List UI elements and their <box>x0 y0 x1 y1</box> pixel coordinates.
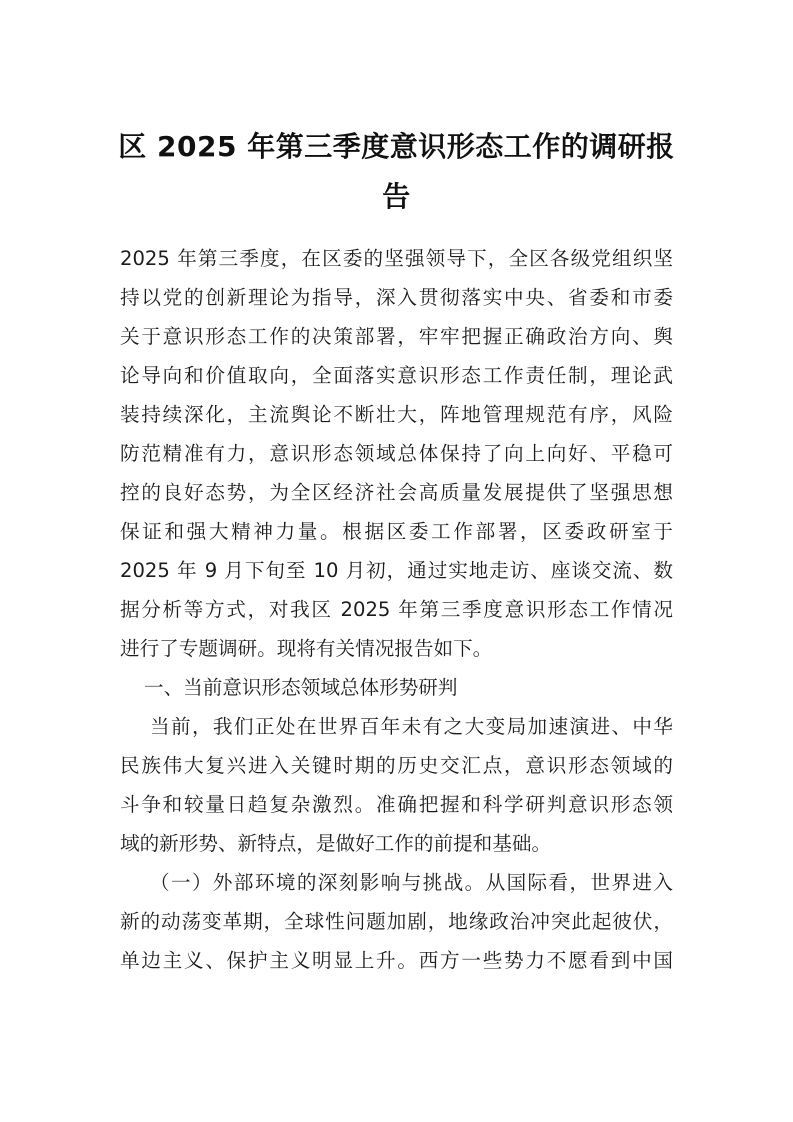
section-heading: 一、当前意识形态领域总体形势研判 <box>144 676 458 699</box>
report-title: 区 2025 年第三季度意识形态工作的调研报告 <box>118 130 675 213</box>
body-line: 斗争和较量日趋复杂激烈。准确把握和科学研判意识形态领 <box>120 793 673 816</box>
body-line: 2025 年第三季度，在区委的坚强领导下，全区各级党组织坚 <box>120 247 673 270</box>
body-line: 进行了专题调研。现将有关情况报告如下。 <box>120 637 493 660</box>
body-line: 论导向和价值取向，全面落实意识形态工作责任制，理论武 <box>120 364 673 387</box>
subsection-line: （一）外部环境的深刻影响与挑战。从国际看，世界进入 <box>150 871 673 894</box>
body-line: 2025 年 9 月下旬至 10 月初，通过实地走访、座谈交流、数 <box>120 559 673 582</box>
body-line: 防范精准有力，意识形态领域总体保持了向上向好、平稳可 <box>120 442 673 465</box>
body-line: 关于意识形态工作的决策部署，牢牢把握正确政治方向、舆 <box>120 325 673 348</box>
body-line: 持以党的创新理论为指导，深入贯彻落实中央、省委和市委 <box>120 286 673 309</box>
body-line: 装持续深化，主流舆论不断壮大，阵地管理规范有序，风险 <box>120 403 673 426</box>
body-line: 当前，我们正处在世界百年未有之大变局加速演进、中华 <box>150 715 673 738</box>
body-line: 单边主义、保护主义明显上升。西方一些势力不愿看到中国 <box>120 949 673 972</box>
body-line: 控的良好态势，为全区经济社会高质量发展提供了坚强思想 <box>120 481 673 504</box>
body-line: 域的新形势、新特点，是做好工作的前提和基础。 <box>120 832 552 855</box>
body-line: 新的动荡变革期，全球性问题加剧，地缘政治冲突此起彼伏， <box>120 910 673 933</box>
body-line: 据分析等方式，对我区 2025 年第三季度意识形态工作情况 <box>120 598 673 621</box>
body-line: 保证和强大精神力量。根据区委工作部署，区委政研室于 <box>120 520 673 543</box>
body-line: 民族伟大复兴进入关键时期的历史交汇点，意识形态领域的 <box>120 754 673 777</box>
